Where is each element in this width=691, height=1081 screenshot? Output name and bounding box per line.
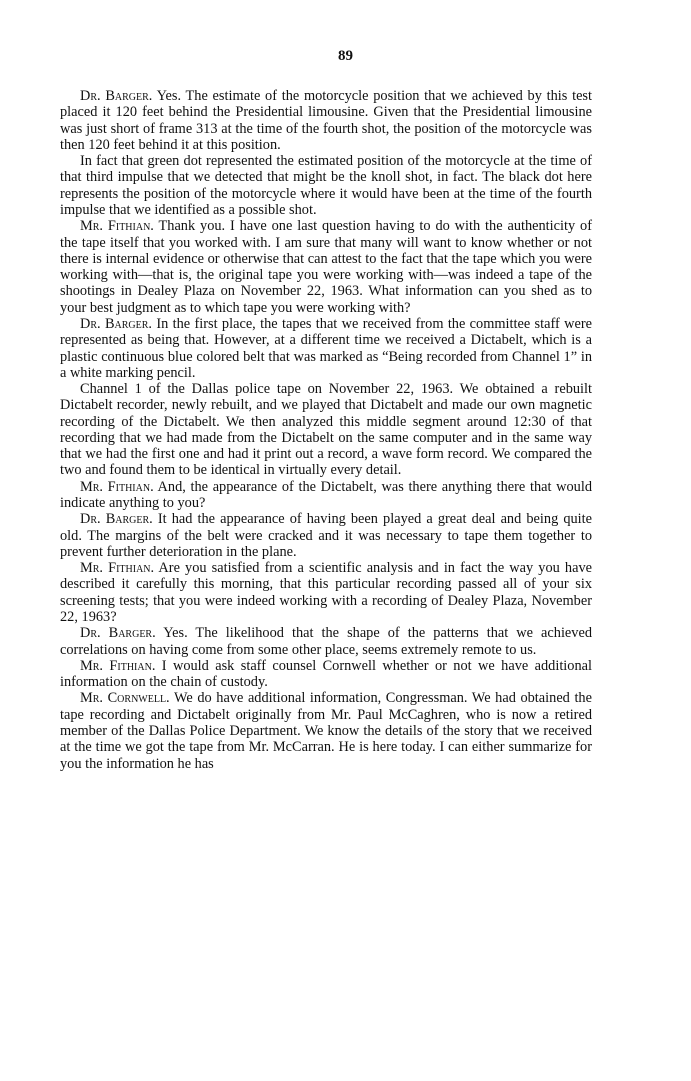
speaker-name: Mr. Cornwell. [80, 690, 170, 707]
paragraph-4 [60, 316, 592, 381]
paragraph-6 [60, 479, 592, 512]
paragraph-text: I would ask staff counsel Cornwell whether or not we have additional information on the chain of custody. [60, 657, 592, 691]
paragraph-3 [60, 218, 592, 316]
speaker-name: Mr. Fithian. [80, 657, 156, 674]
page-number: 89 [338, 48, 353, 64]
paragraph-text: In fact that green dot represented the estimated position of the motorcycle at the time of that third impulse that we detected that might be the knoll shot, in fact. The black dot here represents the position of the motorcycle where it would have been at the time of the fourth impulse that we identified as a possible shot. [60, 153, 592, 218]
paragraph-2 [60, 153, 592, 218]
paragraph-11 [60, 690, 592, 771]
speaker-name: Dr. Barger. [80, 511, 153, 528]
speaker-name: Mr. Fithian. [80, 218, 154, 235]
paragraph-text: Channel 1 of the Dallas police tape on November 22, 1963. We obtained a rebuilt Dictabelt recorder, newly rebuilt, and we played that Dictabelt and made our own magnetic recording of the Dictabelt. We then analyzed this middle segment around 12:30 of that recording that we had made from the Dictabelt on the same computer and in the same way that we had the first one and had it print out a record, a wave form record. We compared the two and found them to be identical in virtually every detail. [60, 381, 592, 479]
speaker-name: Mr. Fithian. [80, 560, 155, 577]
paragraph-9 [60, 625, 592, 658]
paragraph-text: It had the appearance of having been played a great deal and being quite old. The margins of the belt were cracked and it was necessary to tape them together to prevent further deterioration in the plane. [60, 511, 593, 560]
paragraph-text: In the first place, the tapes that we received from the committee staff were represented as being that. However, at a different time we received a Dictabelt, which is a plastic continuous blue colored belt that was marked as “Being recorded from Channel 1” in a white marking pencil. [60, 315, 592, 381]
speaker-name: Dr. Barger. [80, 88, 153, 104]
paragraph-text: Yes. The likelihood that the shape of the patterns that we achieved correlations on having come from some other place, seems extremely remote to us. [60, 625, 592, 658]
speaker-name: Mr. Fithian. [80, 478, 154, 495]
paragraph-8 [60, 560, 592, 625]
transcript-body [60, 88, 592, 772]
paragraph-7 [60, 511, 592, 560]
speaker-name: Dr. Barger. [80, 315, 152, 332]
paragraph-text: And, the appearance of the Dictabelt, was there anything there that would indicate anything to you? [60, 478, 592, 512]
paragraph-5 [60, 381, 592, 479]
paragraph-text: We do have additional information, Congressman. We had obtained the tape recording and Dictabelt originally from Mr. Paul McCaghren, who is now a retired member of the Dallas Police Department. We know the details of the story that we received at the time we got the tape from Mr. McCarran. He is here today. I can either summarize for you the information he has [60, 690, 592, 772]
paragraph-1 [60, 88, 592, 153]
speaker-name: Dr. Barger. [80, 625, 156, 642]
paragraph-10 [60, 658, 592, 691]
paragraph-text: Yes. The estimate of the motorcycle position that we achieved by this test placed it 120 feet behind the Presidential limousine. Given that the Presidential limousine was just short of frame 313 at the time of the fourth shot, the position of the motorcycle was then 120 feet behind it at this position. [60, 88, 592, 153]
paragraph-text: Are you satisfied from a scientific analysis and in fact the way you have described it carefully this morning, that this particular recording passed all of your six screening tests; that you were indeed working with a recording of Dealey Plaza, November 22, 1963? [60, 560, 593, 625]
paragraph-text: Thank you. I have one last question having to do with the authenticity of the tape itself that you worked with. I am sure that many will want to know whether or not there is internal evidence or otherwise that can attest to the fact that the tape which you were working with—that is, the original tape you were working with—was indeed a tape of the shootings in Dealey Plaza on November 22, 1963. What information can you shed as to your best judgment as to which tape you were working with? [60, 218, 592, 316]
